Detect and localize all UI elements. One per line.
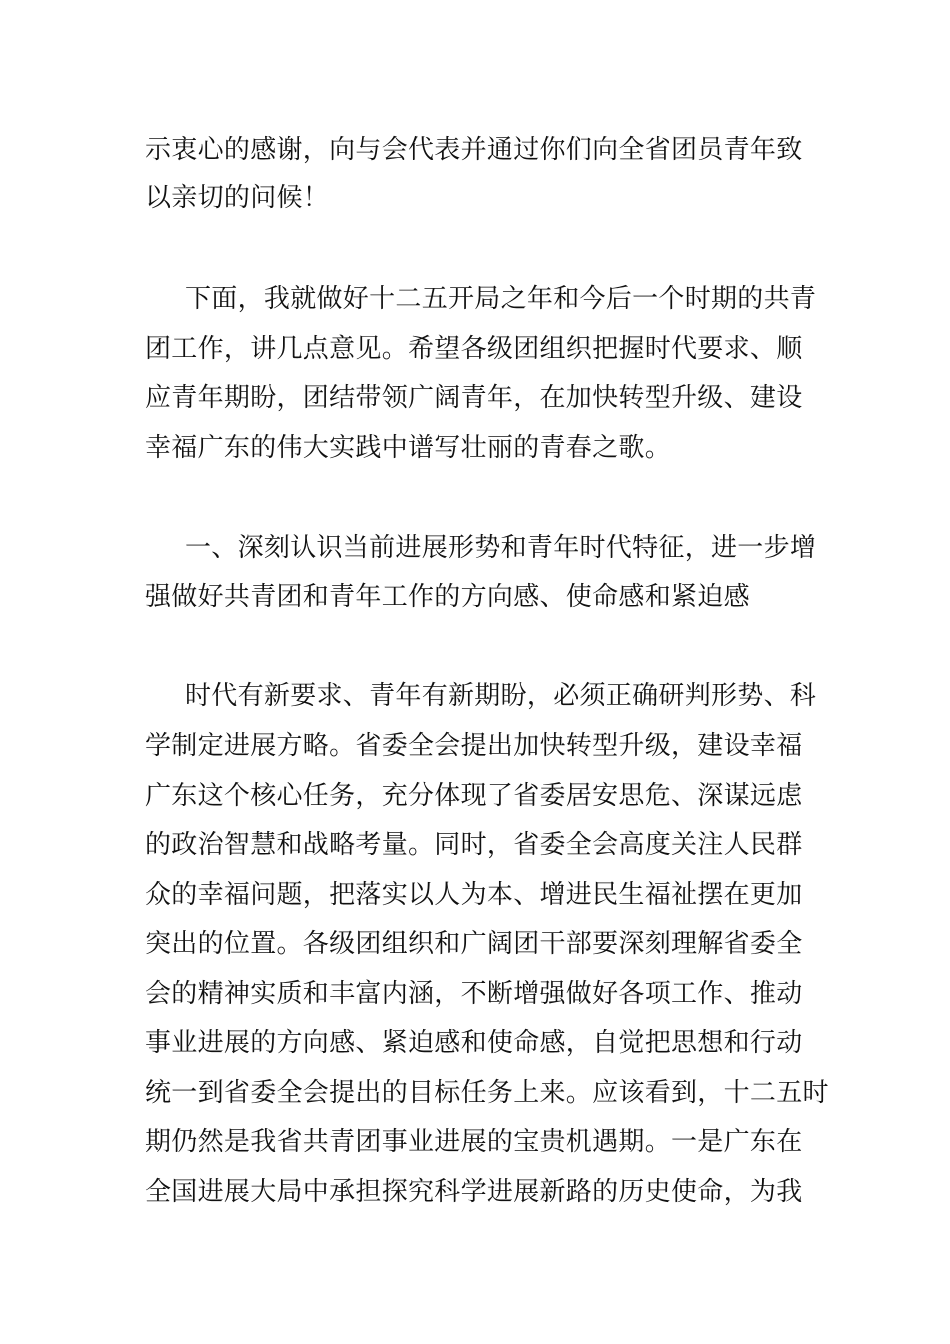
paragraph-2-line-2: 团工作，讲几点意见。希望各级团组织把握时代要求、顺 [145,334,803,364]
section-heading-line-1: 一、深刻认识当前进展形势和青年时代特征，进一步增 [185,533,817,563]
section-heading-line-2: 强做好共青团和青年工作的方向感、使命感和紧迫感 [145,582,750,612]
paragraph-2-line-3: 应青年期盼，团结带领广阔青年，在加快转型升级、建设 [145,383,803,413]
paragraph-4-line-9: 统一到省委全会提出的目标任务上来。应该看到，十二五时 [145,1078,829,1108]
paragraph-4-line-10: 期仍然是我省共青团事业进展的宝贵机遇期。一是广东在 [145,1127,803,1157]
paragraph-4-line-11: 全国进展大局中承担探究科学进展新路的历史使命，为我 [145,1177,803,1207]
paragraph-4-line-2: 学制定进展方略。省委全会提出加快转型升级，建设幸福 [145,731,803,761]
paragraph-2-line-4: 幸福广东的伟大实践中谱写壮丽的青春之歌。 [145,433,672,463]
paragraph-4-line-1: 时代有新要求、青年有新期盼，必须正确研判形势、科 [185,681,817,711]
paragraph-1-line-1: 示衷心的感谢，向与会代表并通过你们向全省团员青年致 [145,135,803,165]
paragraph-4-line-8: 事业进展的方向感、紧迫感和使命感，自觉把思想和行动 [145,1028,803,1058]
paragraph-4-line-7: 会的精神实质和丰富内涵，不断增强做好各项工作、推动 [145,979,803,1009]
paragraph-1-line-2: 以亲切的问候！ [145,183,330,213]
paragraph-2-line-1: 下面，我就做好十二五开局之年和今后一个时期的共青 [185,284,817,314]
paragraph-4-line-6: 突出的位置。各级团组织和广阔团干部要深刻理解省委全 [145,929,803,959]
paragraph-4-line-5: 众的幸福问题，把落实以人为本、增进民生福祉摆在更加 [145,880,803,910]
paragraph-4-line-4: 的政治智慧和战略考量。同时，省委全会高度关注人民群 [145,830,803,860]
paragraph-4-line-3: 广东这个核心任务，充分体现了省委居安思危、深谋远虑 [145,781,803,811]
